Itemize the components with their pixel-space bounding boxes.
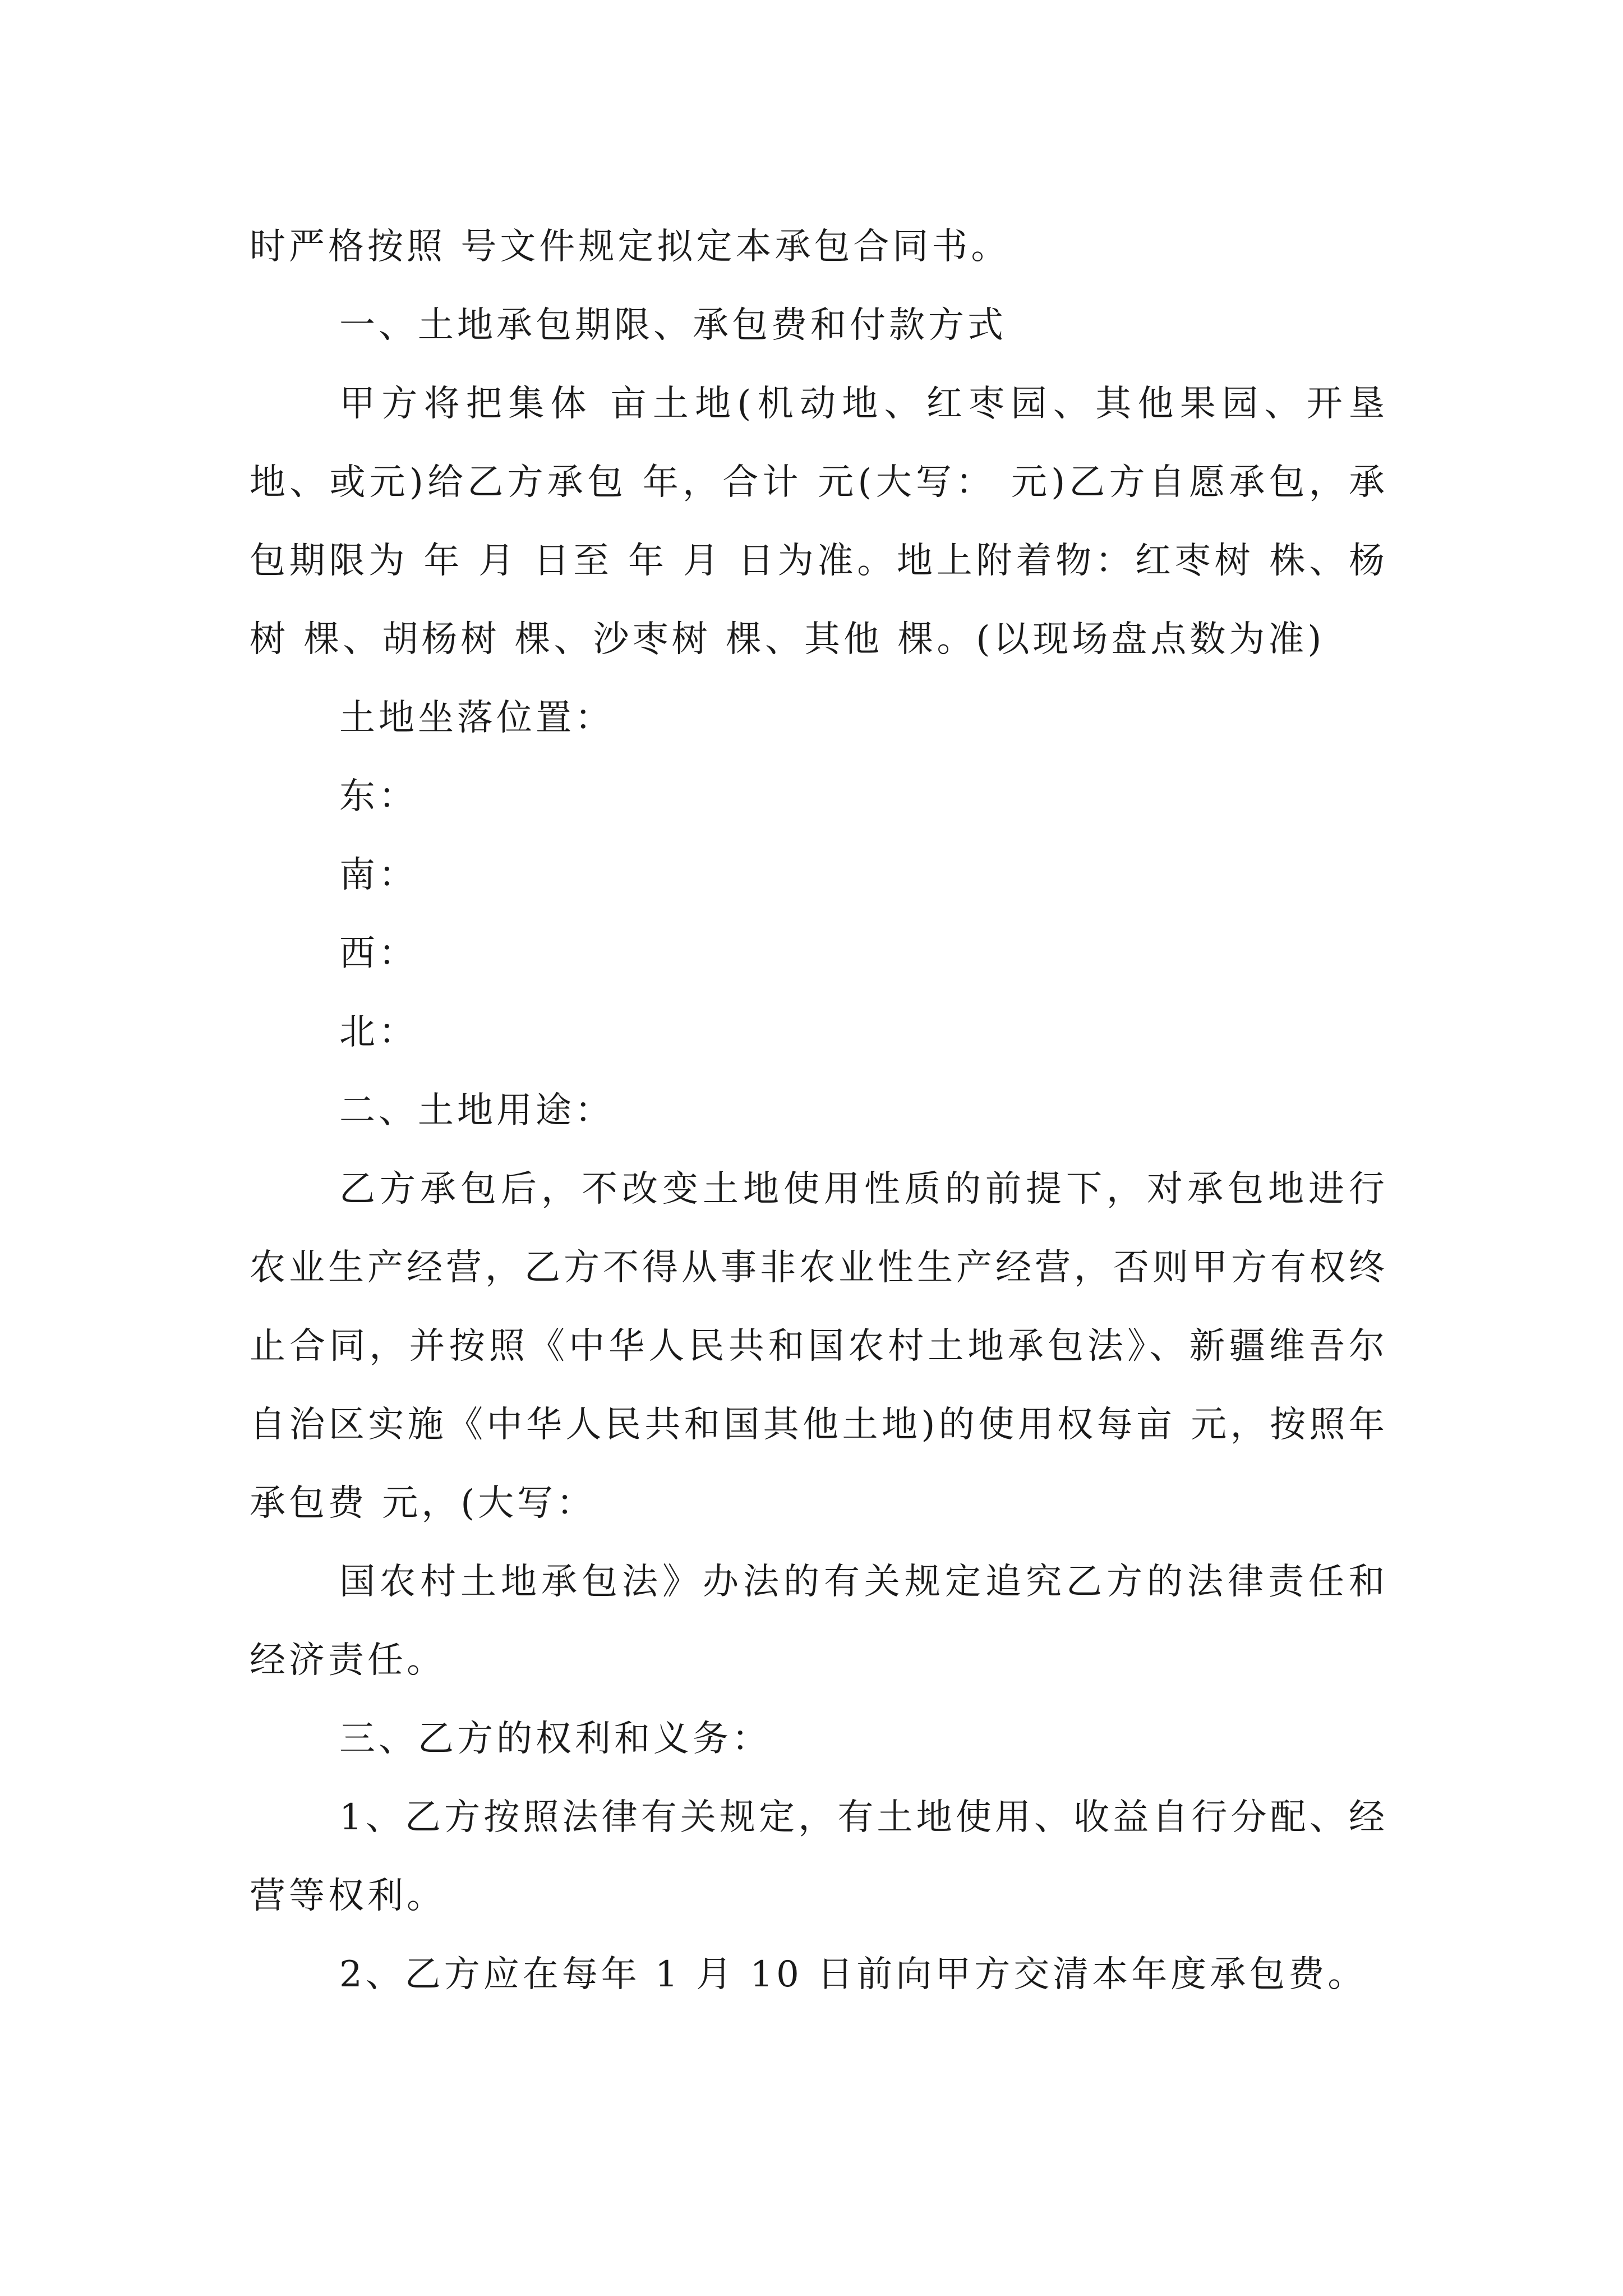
paragraph-land-lease-terms: 甲方将把集体 亩土地(机动地、红枣园、其他果园、开垦地、或元)给乙方承包 年，合计 元(大写： 元)乙方自愿承包，承包期限为 年 月 日至 年 月 日为准。地上附着物：红枣树 株、杨树 棵、胡杨树 棵、沙枣树 棵、其他 棵。(以现场盘点数为准) (250, 383, 1388, 660)
paragraph-land-location: 土地坐落位置： (339, 697, 614, 739)
document-body (250, 208, 1388, 2014)
section-heading-2: 二、土地用途： (339, 1090, 614, 1131)
paragraph-continuation: 时严格按照 号文件规定拟定本承包合同书。 (250, 226, 1011, 268)
paragraph-rights-1: 1、乙方按照法律有关规定，有土地使用、收益自行分配、经营等权利。 (250, 1797, 1388, 1917)
paragraph-east: 东： (339, 776, 418, 817)
paragraph-north: 北： (339, 1011, 418, 1053)
paragraph-west: 西： (339, 933, 418, 974)
paragraph-south: 南： (339, 854, 418, 896)
section-heading-1: 一、土地承包期限、承包费和付款方式 (339, 305, 1007, 346)
paragraph-land-use: 乙方承包后，不改变土地使用性质的前提下，对承包地进行农业生产经营，乙方不得从事非农业性生产经营，否则甲方有权终止合同，并按照《中华人民共和国农村土地承包法》、新疆维吾尔自治区实施《中华人民共和国其他土地)的使用权每亩 元，按照年承包费 元，(大写： (250, 1168, 1388, 1524)
section-heading-3: 三、乙方的权利和义务： (339, 1718, 771, 1760)
paragraph-rights-2: 2、乙方应在每年 1 月 10 日前向甲方交清本年度承包费。 (339, 1954, 1367, 1995)
paragraph-liability: 国农村土地承包法》办法的有关规定追究乙方的法律责任和经济责任。 (250, 1561, 1388, 1681)
